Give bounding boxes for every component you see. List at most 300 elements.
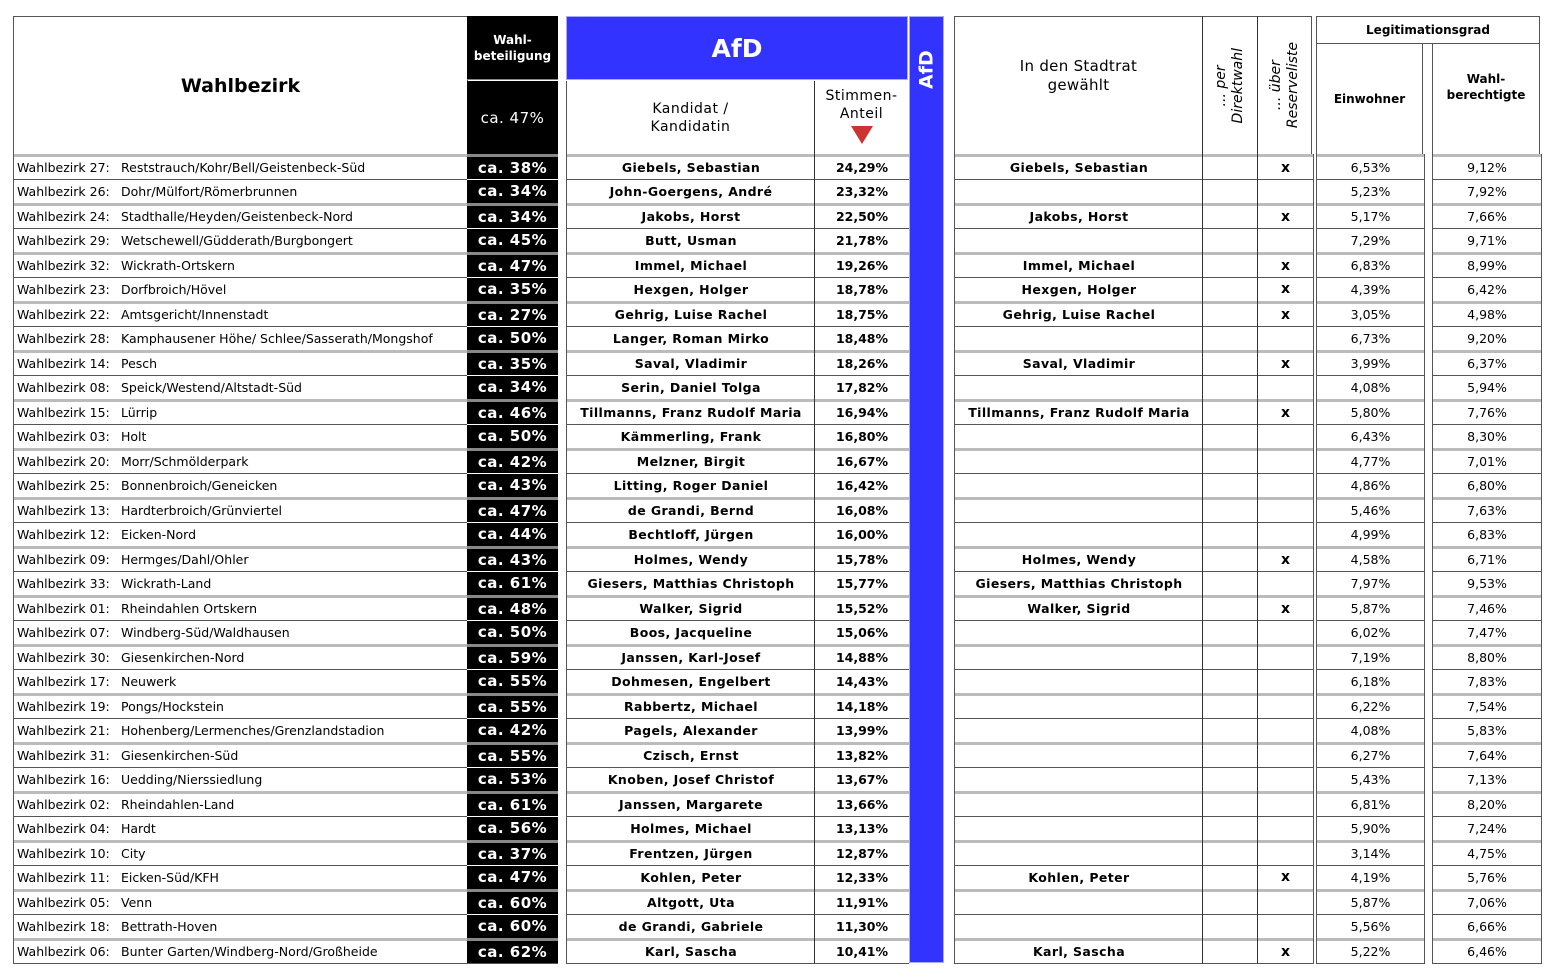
elected-cell — [955, 865, 1203, 890]
vote-share-cell-text: 16,00% — [835, 526, 889, 542]
residents-cell-text: 4,99% — [1350, 526, 1391, 542]
elected-cell-text: Jakobs, Horst — [1029, 209, 1129, 225]
eligible-cell — [1433, 742, 1541, 767]
turnout-cell-text: ca. 50% — [477, 427, 548, 446]
district-cell — [14, 326, 469, 351]
candidate-cell — [567, 301, 815, 326]
candidate-cell — [567, 938, 815, 963]
candidate-cell — [567, 399, 815, 424]
district-name: Rheindahlen-Land — [121, 797, 235, 813]
reserve-cell — [1258, 473, 1313, 498]
elected-cell — [955, 154, 1203, 179]
turnout-cell — [467, 154, 558, 179]
residents-cell-text: 6,27% — [1350, 748, 1391, 764]
district-cell — [14, 522, 469, 547]
eligible-cell — [1433, 277, 1541, 302]
elected-cell — [955, 399, 1203, 424]
candidate-cell-text: Dohmesen, Engelbert — [611, 673, 771, 689]
district-number: Wahlbezirk 02: — [17, 797, 110, 813]
vote-share-cell-text: 13,66% — [835, 797, 889, 813]
residents-column — [1316, 154, 1425, 964]
reserve-cell — [1258, 595, 1313, 620]
vote-share-cell-text: 11,91% — [835, 895, 889, 911]
eligible-cell-text: 8,20% — [1467, 797, 1507, 813]
elected-cell — [955, 669, 1203, 694]
turnout-cell — [467, 816, 558, 841]
candidate-cell — [567, 448, 815, 473]
elected-cell-text: Immel, Michael — [1022, 258, 1136, 274]
eligible-cell-text: 8,99% — [1467, 258, 1507, 274]
residents-cell — [1317, 473, 1424, 498]
district-number: Wahlbezirk 32: — [17, 258, 110, 274]
turnout-cell-text: ca. 61% — [477, 795, 548, 814]
district-cell — [14, 840, 469, 865]
direct-cell — [1203, 914, 1258, 939]
reserve-cell-text: x — [1280, 306, 1291, 323]
turnout-cell-text: ca. 50% — [477, 329, 548, 348]
eligible-cell-text: 6,83% — [1467, 526, 1507, 542]
eligible-cell-text: 7,13% — [1467, 771, 1507, 787]
elected-cell — [955, 203, 1203, 228]
eligible-cell — [1433, 791, 1541, 816]
turnout-cell-text: ca. 44% — [477, 525, 548, 544]
residents-cell-text: 5,22% — [1350, 944, 1391, 960]
turnout-cell-text: ca. 48% — [477, 599, 548, 618]
legitimation-header-label: Legitimationsgrad — [1366, 23, 1490, 37]
candidate-cell — [567, 595, 815, 620]
district-cell — [14, 350, 469, 375]
turnout-total-value: ca. 47% — [480, 108, 545, 127]
residents-cell — [1317, 889, 1424, 914]
district-name: Giesenkirchen-Nord — [121, 650, 245, 666]
district-cell — [14, 448, 469, 473]
vote-share-cell-text: 13,82% — [835, 748, 889, 764]
vote-share-cell — [815, 546, 909, 571]
vote-share-cell-text: 16,08% — [835, 503, 889, 519]
residents-cell — [1317, 179, 1424, 204]
district-cell — [14, 497, 469, 522]
turnout-cell — [467, 889, 558, 914]
eligible-cell-text: 9,20% — [1467, 330, 1507, 346]
district-cell — [14, 693, 469, 718]
vote-share-cell — [815, 399, 909, 424]
turnout-cell — [467, 791, 558, 816]
eligible-cell-text: 4,75% — [1467, 846, 1507, 862]
candidate-cell — [567, 816, 815, 841]
eligible-cell — [1433, 693, 1541, 718]
eligible-cell — [1433, 865, 1541, 890]
residents-cell — [1317, 424, 1424, 449]
eligible-cell-text: 7,54% — [1467, 699, 1507, 715]
turnout-cell-text: ca. 35% — [477, 354, 548, 373]
district-number: Wahlbezirk 04: — [17, 820, 110, 836]
candidate-cell — [567, 718, 815, 743]
residents-cell-text: 5,46% — [1350, 503, 1391, 519]
residents-cell-text: 7,29% — [1350, 232, 1391, 248]
district-cell — [14, 301, 469, 326]
candidate-cell — [567, 497, 815, 522]
candidate-cell-text: Saval, Vladimir — [634, 356, 748, 372]
direct-cell — [1203, 742, 1258, 767]
direct-cell — [1203, 252, 1258, 277]
turnout-cell-text: ca. 43% — [477, 476, 548, 495]
reserve-cell-text: x — [1280, 208, 1291, 225]
candidate-cell — [567, 375, 815, 400]
turnout-cell — [467, 277, 558, 302]
turnout-cell — [467, 571, 558, 596]
turnout-cell — [467, 865, 558, 890]
district-cell — [14, 277, 469, 302]
district-name: Dohr/Mülfort/Römerbrunnen — [121, 183, 298, 199]
reserve-cell-text: x — [1280, 943, 1291, 960]
eligible-cell — [1433, 326, 1541, 351]
residents-cell-text: 4,86% — [1350, 477, 1391, 493]
turnout-cell-text: ca. 56% — [477, 819, 548, 838]
district-cell — [14, 742, 469, 767]
elected-cell — [955, 791, 1203, 816]
eligible-cell — [1433, 252, 1541, 277]
district-name: Lürrip — [121, 405, 158, 421]
direct-cell — [1203, 644, 1258, 669]
turnout-cell — [467, 399, 558, 424]
residents-cell — [1317, 448, 1424, 473]
eligible-cell-text: 7,47% — [1467, 624, 1507, 640]
turnout-cell — [467, 595, 558, 620]
candidate-cell-text: Knoben, Josef Christof — [607, 771, 775, 787]
candidate-cell-text: Jakobs, Horst — [641, 209, 741, 225]
candidate-cell — [567, 865, 815, 890]
candidate-cell — [567, 350, 815, 375]
candidate-cell — [567, 252, 815, 277]
turnout-cell — [467, 375, 558, 400]
elected-cell — [955, 228, 1203, 253]
eligible-cell-text: 6,46% — [1467, 944, 1507, 960]
vote-share-cell-text: 14,43% — [835, 673, 889, 689]
reserve-cell — [1258, 693, 1313, 718]
vote-share-cell — [815, 718, 909, 743]
vote-share-cell — [815, 742, 909, 767]
elected-cell-text: Giebels, Sebastian — [1009, 160, 1149, 176]
vote-share-cell-text: 21,78% — [835, 232, 889, 248]
direct-cell — [1203, 571, 1258, 596]
district-number: Wahlbezirk 11: — [17, 869, 110, 885]
eligible-cell-text: 6,66% — [1467, 918, 1507, 934]
residents-cell-text: 6,43% — [1350, 428, 1391, 444]
reserve-cell — [1258, 669, 1313, 694]
residents-cell — [1317, 228, 1424, 253]
elected-header-label: In den Stadtrat gewählt — [1019, 56, 1138, 94]
district-column — [13, 154, 469, 964]
district-name: Morr/Schmölderpark — [121, 454, 249, 470]
turnout-cell — [467, 522, 558, 547]
district-cell — [14, 375, 469, 400]
district-number: Wahlbezirk 03: — [17, 428, 110, 444]
candidate-cell-text: Langer, Roman Mirko — [612, 330, 770, 346]
elected-cell — [955, 522, 1203, 547]
reserve-cell — [1258, 497, 1313, 522]
direct-cell — [1203, 350, 1258, 375]
district-cell — [14, 228, 469, 253]
residents-cell-text: 5,87% — [1350, 601, 1391, 617]
residents-cell-text: 4,08% — [1350, 379, 1391, 395]
elected-cell-text: Holmes, Wendy — [1021, 552, 1137, 568]
district-name: Wetschewell/Güdderath/Burgbongert — [121, 232, 353, 248]
vote-share-cell-text: 23,32% — [835, 183, 889, 199]
eligible-cell-text: 7,24% — [1467, 820, 1507, 836]
eligible-cell-text: 7,46% — [1467, 601, 1507, 617]
district-number: Wahlbezirk 07: — [17, 624, 110, 640]
district-name: Bunter Garten/Windberg-Nord/Großheide — [121, 944, 378, 960]
reserve-cell — [1258, 179, 1313, 204]
vote-share-cell-text: 18,48% — [835, 330, 889, 346]
residents-cell-text: 3,99% — [1350, 356, 1391, 372]
turnout-cell — [467, 179, 558, 204]
eligible-cell-text: 7,63% — [1467, 503, 1507, 519]
candidate-header-label: Kandidat / Kandidatin — [650, 100, 731, 135]
district-cell — [14, 889, 469, 914]
eligible-cell-text: 8,30% — [1467, 428, 1507, 444]
turnout-cell — [467, 228, 558, 253]
reserve-cell — [1258, 889, 1313, 914]
district-name: Neuwerk — [121, 673, 177, 689]
direct-header — [1202, 16, 1257, 154]
turnout-cell — [467, 767, 558, 792]
eligible-cell — [1433, 473, 1541, 498]
district-number: Wahlbezirk 23: — [17, 281, 110, 297]
direct-cell — [1203, 865, 1258, 890]
vote-share-cell-text: 16,94% — [835, 405, 889, 421]
elected-cell-text: Saval, Vladimir — [1022, 356, 1136, 372]
district-name: Pesch — [121, 356, 158, 372]
turnout-column — [467, 154, 558, 964]
reserve-cell — [1258, 228, 1313, 253]
turnout-cell-text: ca. 50% — [477, 623, 548, 642]
residents-cell — [1317, 718, 1424, 743]
turnout-cell-text: ca. 55% — [477, 697, 548, 716]
eligible-cell-text: 5,83% — [1467, 722, 1507, 738]
district-number: Wahlbezirk 12: — [17, 526, 110, 542]
residents-cell-text: 4,39% — [1350, 281, 1391, 297]
turnout-cell — [467, 424, 558, 449]
district-name: Wickrath-Ortskern — [121, 258, 235, 274]
turnout-cell — [467, 473, 558, 498]
district-name: Wickrath-Land — [121, 575, 212, 591]
reserve-cell-text: x — [1280, 600, 1291, 617]
eligible-cell — [1433, 424, 1541, 449]
vote-share-cell — [815, 620, 909, 645]
eligible-cell — [1433, 375, 1541, 400]
district-number: Wahlbezirk 10: — [17, 846, 110, 862]
direct-cell — [1203, 424, 1258, 449]
vote-share-cell — [815, 889, 909, 914]
vote-share-cell — [815, 448, 909, 473]
residents-cell-text: 5,43% — [1350, 771, 1391, 787]
vote-share-cell — [815, 350, 909, 375]
residents-cell — [1317, 595, 1424, 620]
turnout-header-label: Wahl- beteiligung — [473, 32, 552, 63]
turnout-cell — [467, 546, 558, 571]
vote-share-cell — [815, 375, 909, 400]
district-number: Wahlbezirk 13: — [17, 503, 110, 519]
party-side-band — [909, 16, 944, 963]
candidate-cell-text: Hexgen, Holger — [633, 281, 749, 297]
vote-share-cell — [815, 203, 909, 228]
candidate-header — [566, 81, 814, 154]
district-header — [13, 16, 468, 154]
residents-cell — [1317, 742, 1424, 767]
eligible-cell — [1433, 889, 1541, 914]
eligible-cell — [1433, 595, 1541, 620]
vote-share-cell-text: 15,77% — [835, 575, 889, 591]
turnout-cell — [467, 693, 558, 718]
district-number: Wahlbezirk 28: — [17, 330, 110, 346]
residents-cell-text: 7,19% — [1350, 650, 1391, 666]
district-name: Windberg-Süd/Waldhausen — [121, 624, 290, 640]
vote-share-cell — [815, 644, 909, 669]
elected-column — [954, 154, 1203, 964]
residents-cell — [1317, 522, 1424, 547]
residents-cell-text: 6,81% — [1350, 797, 1391, 813]
residents-cell-text: 5,56% — [1350, 918, 1391, 934]
candidate-cell-text: Karl, Sascha — [644, 944, 738, 960]
candidate-cell-text: John-Goergens, André — [609, 183, 773, 199]
eligible-cell-text: 7,64% — [1467, 748, 1507, 764]
residents-cell-text: 6,02% — [1350, 624, 1391, 640]
eligible-cell-text: 4,98% — [1467, 307, 1507, 323]
direct-cell — [1203, 399, 1258, 424]
residents-cell-text: 6,18% — [1350, 673, 1391, 689]
direct-cell — [1203, 375, 1258, 400]
direct-cell — [1203, 326, 1258, 351]
district-name: Hermges/Dahl/Ohler — [121, 552, 249, 568]
sort-descending-icon[interactable] — [850, 125, 874, 145]
direct-cell — [1203, 497, 1258, 522]
reserve-cell — [1258, 424, 1313, 449]
elected-cell — [955, 497, 1203, 522]
eligible-cell — [1433, 718, 1541, 743]
eligible-cell-text: 6,71% — [1467, 552, 1507, 568]
candidate-cell-text: Litting, Roger Daniel — [613, 477, 769, 493]
turnout-cell-text: ca. 61% — [477, 574, 548, 593]
district-number: Wahlbezirk 19: — [17, 699, 110, 715]
district-cell — [14, 914, 469, 939]
reserve-cell — [1258, 840, 1313, 865]
reserve-cell — [1258, 399, 1313, 424]
candidate-column — [566, 154, 815, 964]
turnout-cell — [467, 644, 558, 669]
reserve-cell — [1258, 326, 1313, 351]
vote-share-cell-text: 12,87% — [835, 846, 889, 862]
residents-cell — [1317, 154, 1424, 179]
reserve-cell — [1258, 938, 1313, 963]
eligible-cell — [1433, 816, 1541, 841]
turnout-cell-text: ca. 34% — [477, 378, 548, 397]
residents-cell-text: 5,23% — [1350, 183, 1391, 199]
eligible-cell — [1433, 301, 1541, 326]
district-name: Hardterbroich/Grünviertel — [121, 503, 283, 519]
candidate-cell — [567, 767, 815, 792]
turnout-cell-text: ca. 35% — [477, 280, 548, 299]
direct-cell — [1203, 203, 1258, 228]
turnout-cell-text: ca. 34% — [477, 207, 548, 226]
eligible-cell-text: 9,12% — [1467, 160, 1507, 176]
turnout-cell — [467, 497, 558, 522]
residents-cell — [1317, 399, 1424, 424]
vote-share-cell — [815, 228, 909, 253]
turnout-cell — [467, 669, 558, 694]
candidate-cell — [567, 277, 815, 302]
elected-cell — [955, 326, 1203, 351]
candidate-cell-text: Altgott, Uta — [647, 895, 735, 911]
reserve-cell — [1258, 252, 1313, 277]
elected-cell — [955, 742, 1203, 767]
turnout-cell-text: ca. 55% — [477, 746, 548, 765]
district-name: Pongs/Hockstein — [121, 699, 224, 715]
direct-cell — [1203, 620, 1258, 645]
reserve-cell — [1258, 865, 1313, 890]
eligible-cell-text: 6,80% — [1467, 477, 1507, 493]
turnout-cell-text: ca. 47% — [477, 501, 548, 520]
eligible-cell — [1433, 840, 1541, 865]
reserve-cell — [1258, 375, 1313, 400]
elected-cell — [955, 424, 1203, 449]
residents-cell-text: 5,80% — [1350, 405, 1391, 421]
vote-share-cell — [815, 840, 909, 865]
elected-cell — [955, 767, 1203, 792]
candidate-cell — [567, 228, 815, 253]
eligible-header — [1432, 43, 1540, 154]
candidate-cell-text: Gehrig, Luise Rachel — [614, 307, 768, 323]
vote-share-cell-text: 19,26% — [835, 258, 889, 274]
residents-cell-text: 6,73% — [1350, 330, 1391, 346]
direct-cell — [1203, 179, 1258, 204]
vote-share-cell-text: 12,33% — [835, 869, 889, 885]
direct-cell — [1203, 669, 1258, 694]
residents-cell — [1317, 497, 1424, 522]
district-cell — [14, 718, 469, 743]
vote-share-cell — [815, 767, 909, 792]
direct-cell — [1203, 938, 1258, 963]
direct-column — [1202, 154, 1258, 964]
district-number: Wahlbezirk 30: — [17, 650, 110, 666]
candidate-cell-text: Immel, Michael — [634, 258, 748, 274]
turnout-cell-text: ca. 47% — [477, 868, 548, 887]
reserve-cell — [1258, 301, 1313, 326]
elected-cell — [955, 693, 1203, 718]
elected-cell-text: Hexgen, Holger — [1021, 281, 1137, 297]
turnout-cell — [467, 350, 558, 375]
residents-cell — [1317, 693, 1424, 718]
vote-share-header[interactable] — [814, 81, 908, 154]
district-cell — [14, 154, 469, 179]
reserve-cell — [1258, 154, 1313, 179]
reserve-cell — [1258, 791, 1313, 816]
direct-cell — [1203, 595, 1258, 620]
district-name: Rheindahlen Ortskern — [121, 601, 257, 617]
direct-cell — [1203, 448, 1258, 473]
direct-cell — [1203, 816, 1258, 841]
district-number: Wahlbezirk 06: — [17, 944, 110, 960]
vote-share-cell-text: 11,30% — [835, 918, 889, 934]
vote-share-cell-text: 14,18% — [835, 699, 889, 715]
elected-cell — [955, 179, 1203, 204]
candidate-cell — [567, 840, 815, 865]
eligible-cell — [1433, 938, 1541, 963]
turnout-cell — [467, 620, 558, 645]
candidate-cell — [567, 791, 815, 816]
elected-cell — [955, 620, 1203, 645]
residents-cell — [1317, 203, 1424, 228]
